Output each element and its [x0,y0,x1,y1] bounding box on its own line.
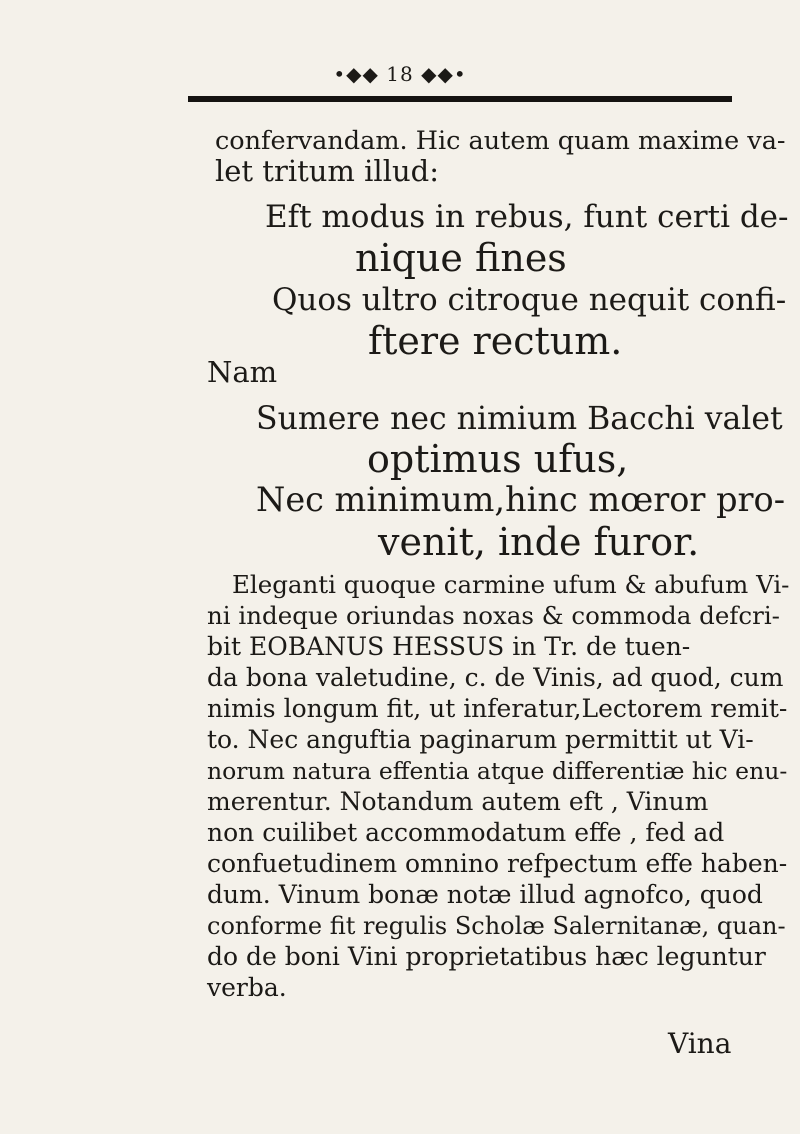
verse-line: optimus ufus, [367,437,629,481]
intro-line: let tritum illud: [215,154,439,188]
body-line: bit EOBANUS HESSUS in Tr. de tuen- [207,632,691,661]
verse-line: Sumere nec nimium Bacchi valet [256,401,783,437]
verse-line: ftere rectum. [368,319,623,363]
body-line: confuetudinem omnino refpectum effe haben- [207,849,788,878]
body-line: norum natura effentia atque differentiæ hic enu- [207,757,788,785]
page-number-header: •◆◆ 18 ◆◆• [333,62,467,86]
body-line: nimis longum fit, ut inferatur,Lectorem remit- [207,694,788,723]
nam-word: Nam [207,355,278,389]
body-line: to. Nec anguftia paginarum permittit ut Vi- [207,725,754,754]
verse-line: Quos ultro citroque nequit confi- [272,282,787,318]
body-line: dum. Vinum bonæ notæ illud agnofco, quod [207,880,763,909]
verse-line: Eft modus in rebus, funt certi de- [265,199,789,235]
verse-line: Nec minimum,hinc mœror pro- [256,480,786,519]
body-line: verba. [207,973,287,1002]
body-line: merentur. Notandum autem eft , Vinum [207,787,709,816]
body-line: da bona valetudine, c. de Vinis, ad quod, cum [207,663,784,692]
body-line: do de boni Vini proprietatibus hæc leguntur [207,942,766,971]
body-line: non cuilibet accommodatum effe , fed ad [207,818,725,847]
catchword: Vina [668,1027,732,1060]
body-line: ni indeque oriundas noxas & commoda defcri- [207,601,780,630]
verse-line: venit, inde furor. [378,520,700,564]
header-rule [188,96,732,102]
intro-line: confervandam. Hic autem quam maxime va- [215,126,786,156]
body-line: conforme fit regulis Scholæ Salernitanæ, quan- [207,912,786,940]
verse-line: nique fines [355,236,567,280]
body-line: Eleganti quoque carmine ufum & abufum Vi- [232,570,790,599]
